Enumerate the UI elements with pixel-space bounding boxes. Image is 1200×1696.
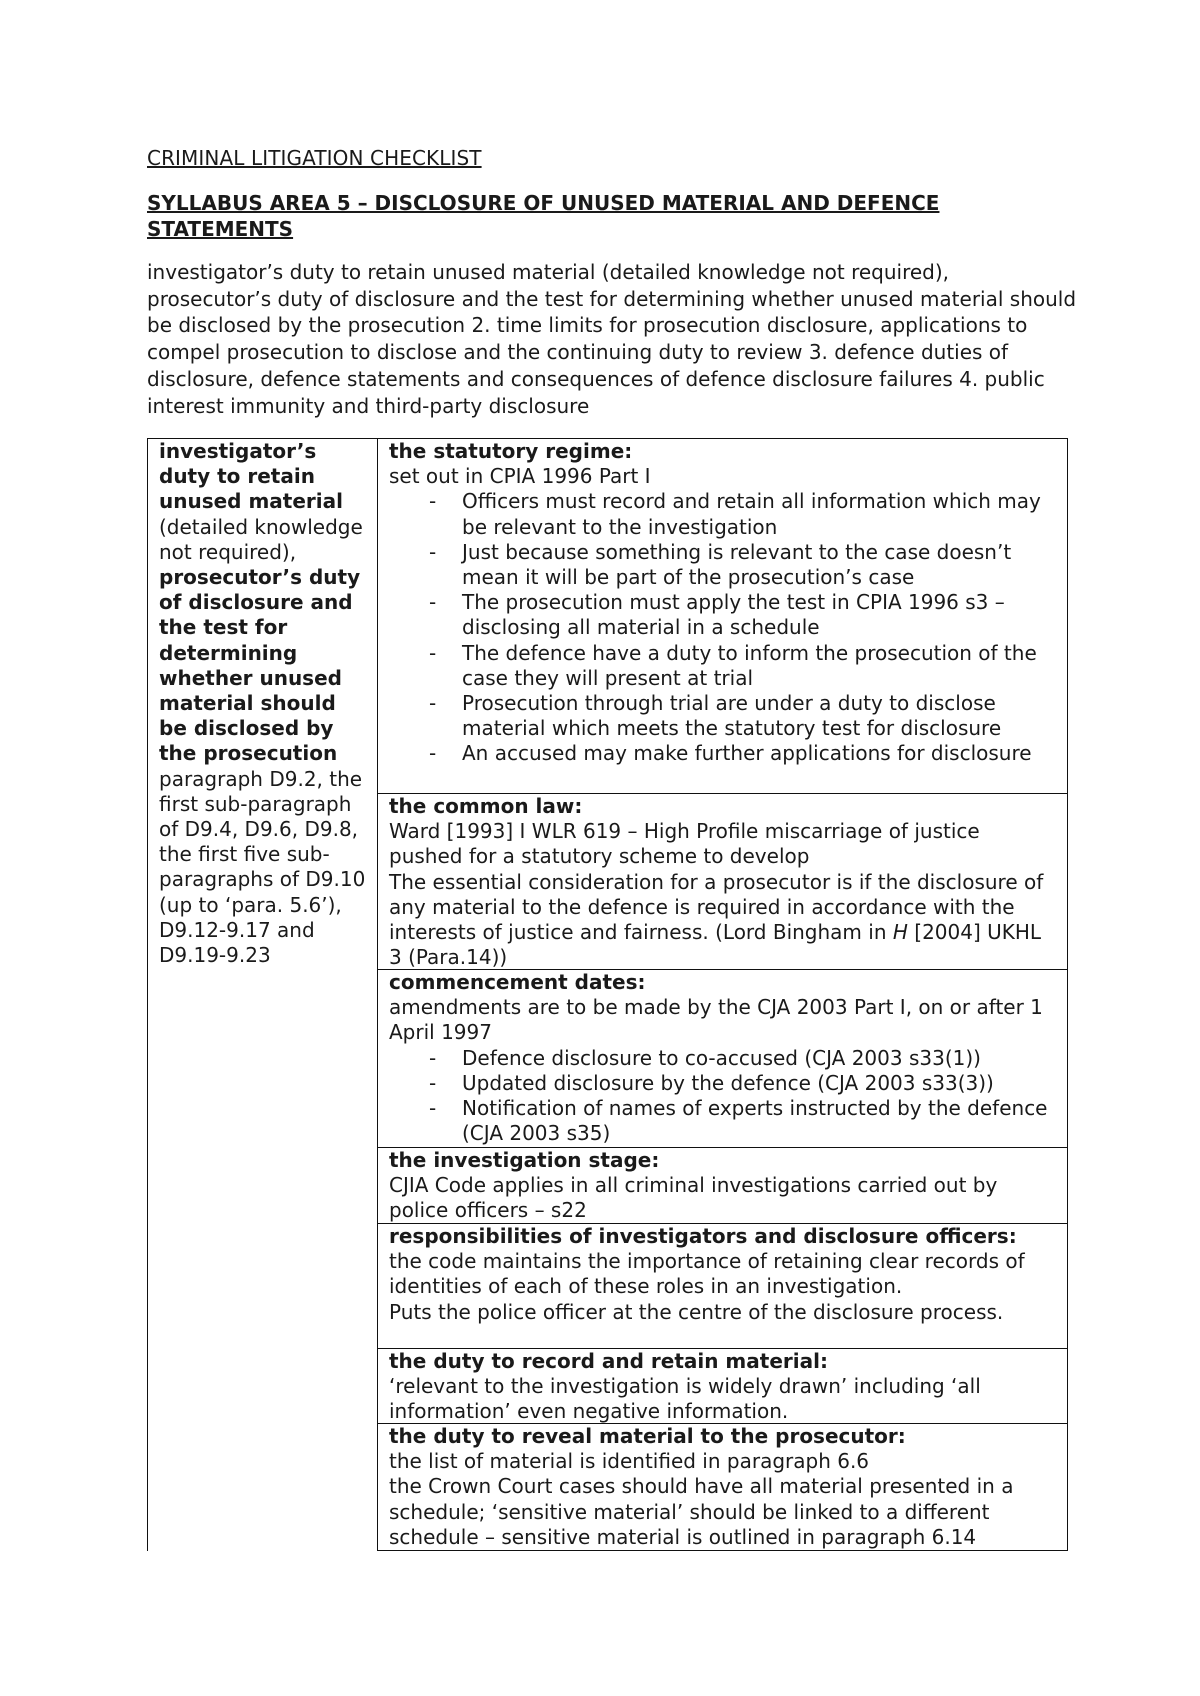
statutory-regime-list xyxy=(389,489,1057,766)
responsibilities-title: responsibilities of investigators and disclosure officers: xyxy=(389,1224,1017,1248)
list-item: - Officers must record and retain all information which may be relevant to the investigation xyxy=(429,489,1041,539)
investigation-stage-title: the investigation stage: xyxy=(389,1148,660,1172)
list-item: - An accused may make further applications for disclosure xyxy=(429,741,1032,766)
topic-note-1: (detailed knowledge not required), xyxy=(159,514,363,564)
list-item: - The defence have a duty to inform the prosecution of the case they will present at trial xyxy=(429,640,1037,690)
list-item: - Just because something is relevant to the case doesn’t mean it will be part of the prosecution’s case xyxy=(429,539,1012,590)
topic-references: paragraph D9.2, the first sub-paragraph of D9.4, D9.6, D9.8, the first five sub-paragraphs of D9.10 (up to ‘para. 5.6’), D9.12-9.17 and D9.19-9.23 xyxy=(159,766,366,968)
commencement-list xyxy=(389,1046,1057,1147)
common-law-title: the common law: xyxy=(389,794,583,818)
record-retain-cell xyxy=(378,1349,1068,1424)
statutory-regime-cell xyxy=(378,439,1068,794)
responsibilities-cell xyxy=(378,1224,1068,1349)
intro-paragraph: investigator’s duty to retain unused material (detailed knowledge not required), prosecutor’s duty of disclosure and the test for determining whether unused material should be disclosed by the prosecution 2. time limits for prosecution disclosure, applications to compel prosecution to disclose and the continuing duty to review 3. defence duties of disclosure, defence statements and consequences of defence disclosure failures 4. public interest immunity and third-party disclosure xyxy=(147,260,1077,418)
case-name: H xyxy=(892,920,908,945)
commencement-title: commencement dates: xyxy=(389,970,646,994)
syllabus-heading: SYLLABUS AREA 5 – DISCLOSURE OF UNUSED MATERIAL AND DEFENCE STATEMENTS xyxy=(147,191,940,241)
investigation-stage-cell xyxy=(378,1148,1068,1224)
list-item: - Defence disclosure to co-accused (CJA 2003 s33(1)) xyxy=(429,1045,981,1070)
topic-heading-2: prosecutor’s duty of disclosure and the test for determining whether unused material should be disclosed by the prosecution xyxy=(159,565,361,766)
topic-cell xyxy=(148,439,378,1551)
commencement-text: amendments are to be made by the CJA 2003 Part I, on or after 1 April 1997 xyxy=(389,995,1043,1045)
responsibilities-text-1: the code maintains the importance of retaining clear records of identities of each of these roles in an investigation. xyxy=(389,1249,1025,1299)
topic-heading-1: investigator’s duty to retain unused material xyxy=(159,439,343,514)
common-law-text-1: Ward [1993] I WLR 619 – High Profile miscarriage of justice pushed for a statutory scheme to develop xyxy=(389,819,980,869)
list-item: - The prosecution must apply the test in CPIA 1996 s3 – disclosing all material in a schedule xyxy=(429,590,1005,640)
record-retain-title: the duty to record and retain material: xyxy=(389,1349,828,1373)
checklist-table xyxy=(147,438,1068,1551)
reveal-material-cell xyxy=(378,1424,1068,1551)
statutory-regime-title: the statutory regime: xyxy=(389,439,633,463)
statutory-regime-text: set out in CPIA 1996 Part I xyxy=(389,464,651,489)
list-item: - Prosecution through trial are under a duty to disclose material which meets the statutory test for disclosure xyxy=(429,691,1002,741)
list-item: - Updated disclosure by the defence (CJA 2003 s33(3)) xyxy=(429,1070,994,1095)
document-title: CRIMINAL LITIGATION CHECKLIST xyxy=(147,146,482,170)
reveal-material-title: the duty to reveal material to the prosecutor: xyxy=(389,1424,906,1448)
investigation-stage-text: CJIA Code applies in all criminal investigations carried out by police officers – s22 xyxy=(389,1173,998,1223)
reveal-material-text-1: the list of material is identified in paragraph 6.6 xyxy=(389,1449,870,1474)
reveal-material-text-2: the Crown Court cases should have all material presented in a schedule; ‘sensitive material’ should be linked to a different schedule – sensitive material is outlined in paragraph 6.14 xyxy=(389,1474,1014,1549)
list-item: - Notification of names of experts instructed by the defence (CJA 2003 s35) xyxy=(429,1096,1048,1146)
common-law-text-2: The essential consideration for a prosecutor is if the disclosure of any material to the defence is required in accordance with the interests of justice and fairness. (Lord Bingham in H [2004] UKHL 3 (Para.14)) xyxy=(389,869,1044,970)
common-law-cell xyxy=(378,794,1068,970)
record-retain-text: ‘relevant to the investigation is widely drawn’ including ‘all information’ even negative information. xyxy=(389,1374,981,1424)
commencement-cell xyxy=(378,970,1068,1148)
responsibilities-text-2: Puts the police officer at the centre of the disclosure process. xyxy=(389,1299,1004,1324)
